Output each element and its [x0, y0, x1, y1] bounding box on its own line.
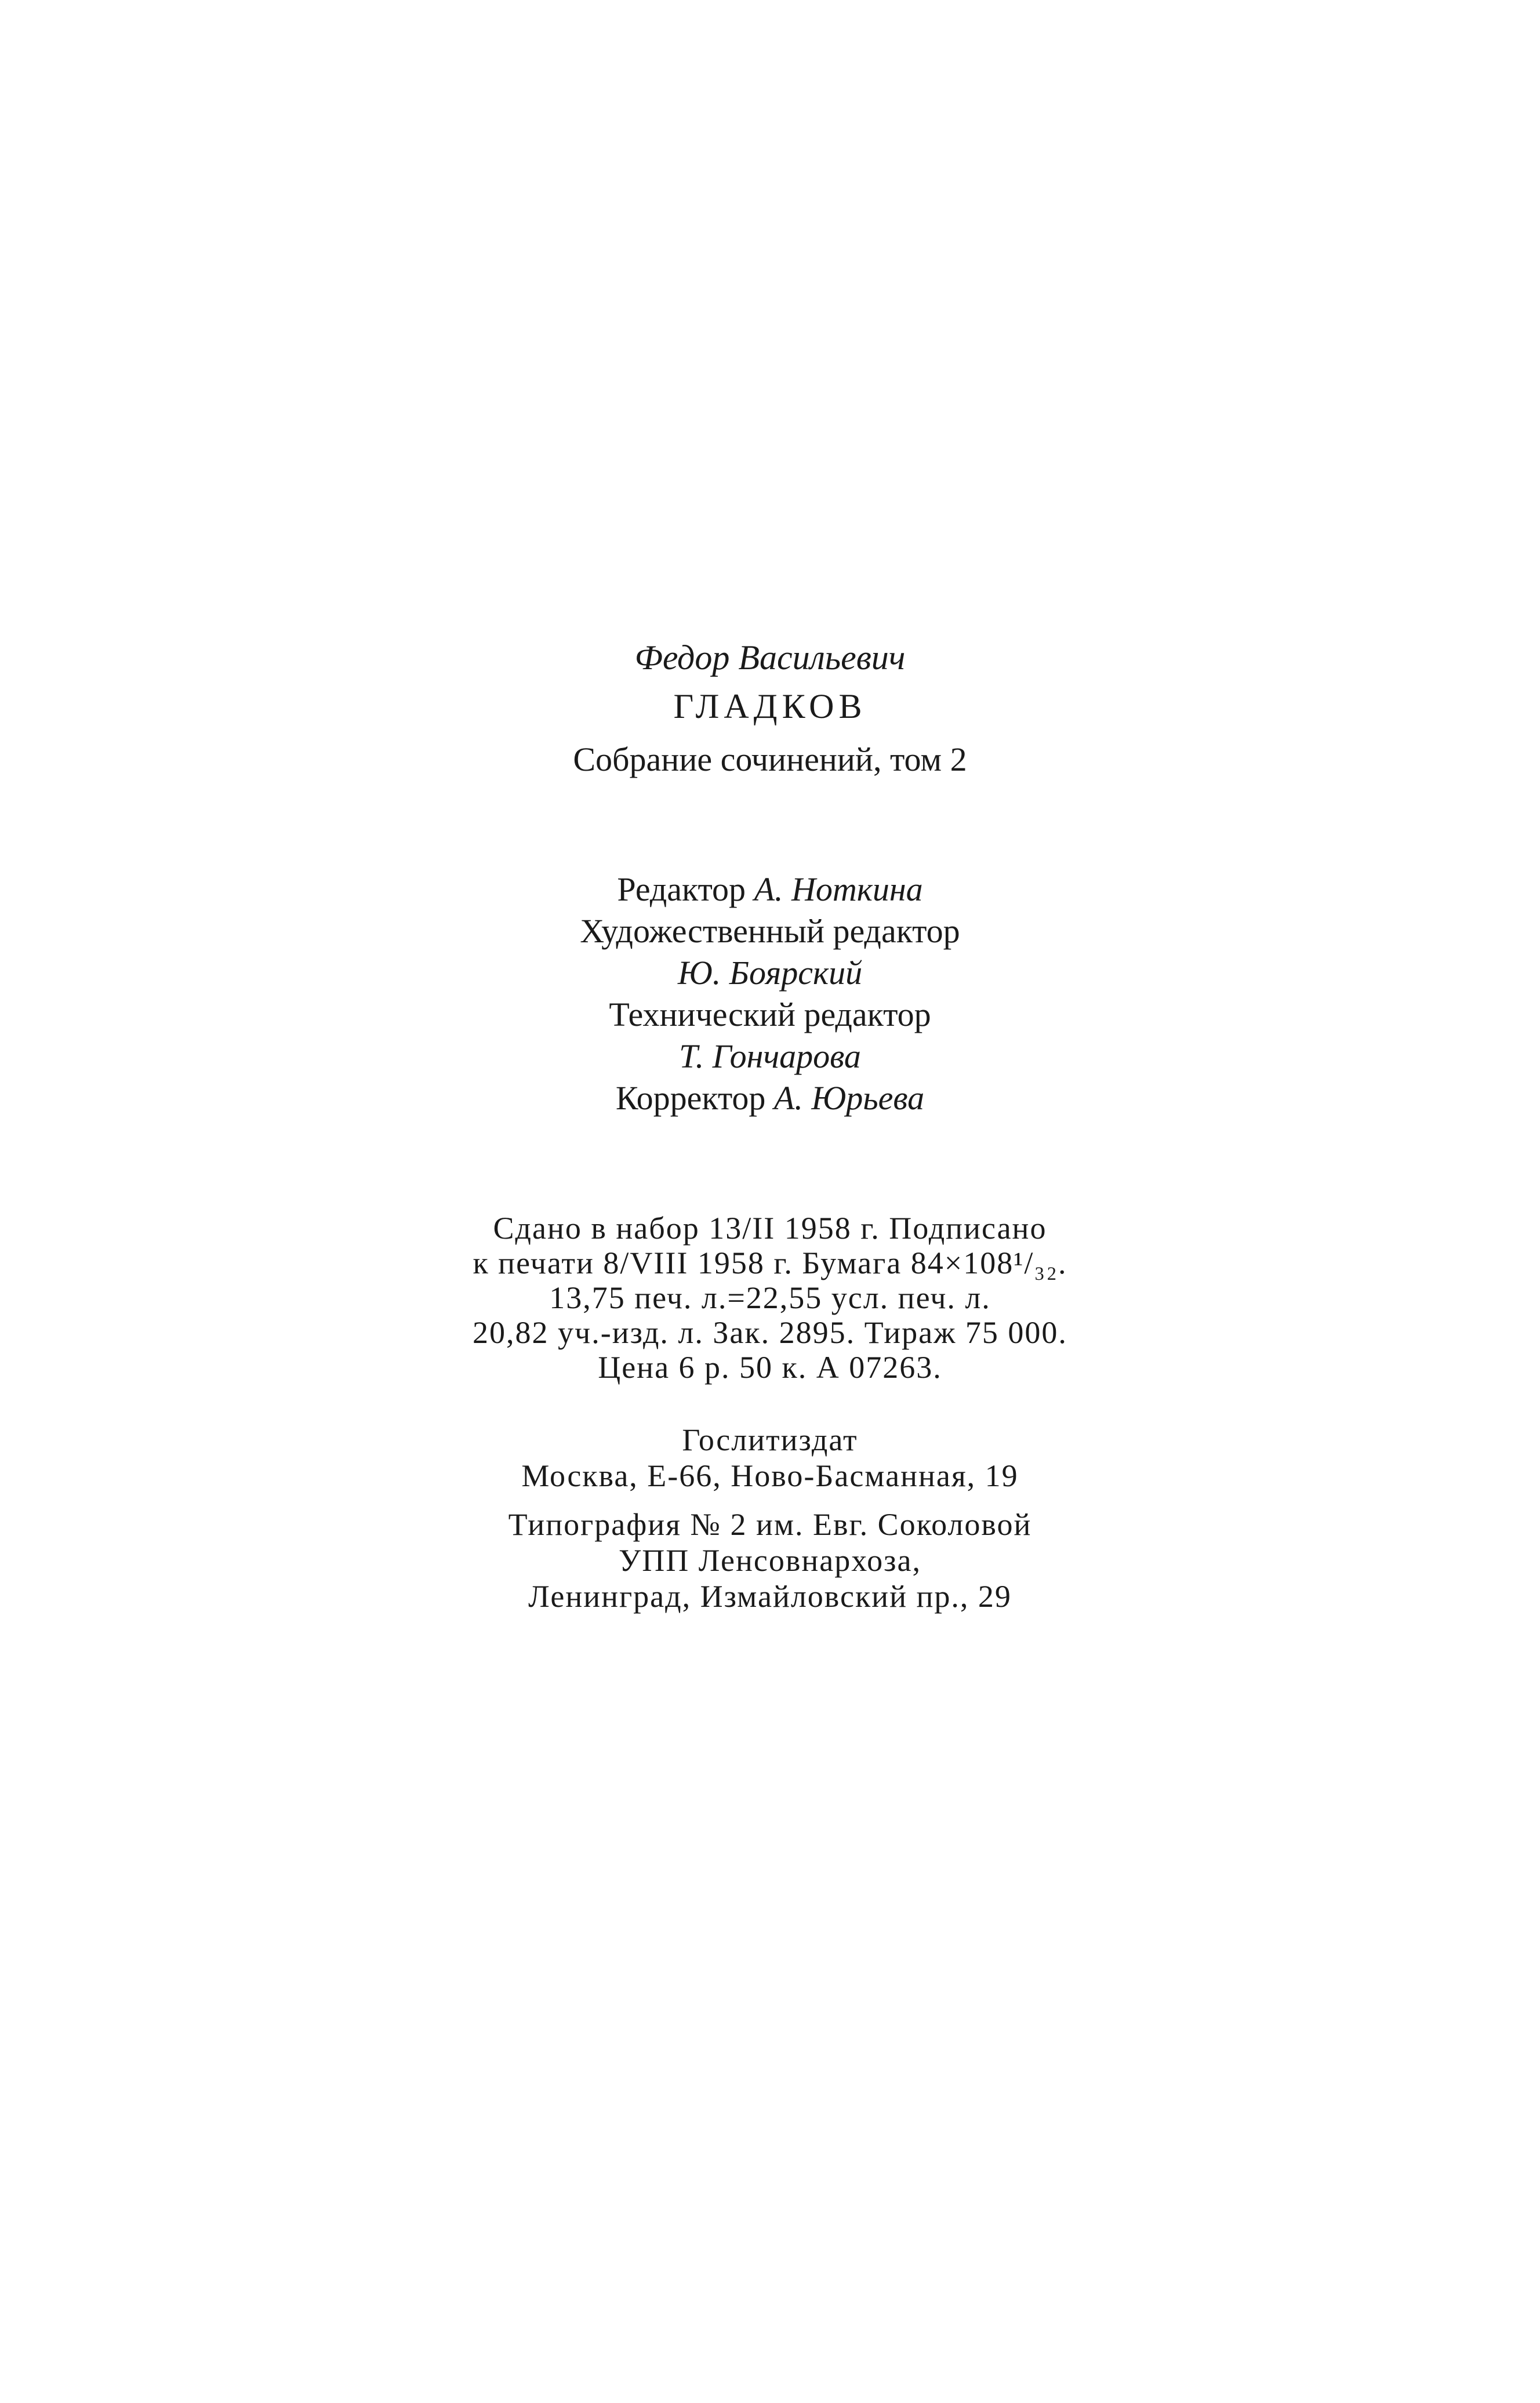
imprint-line: Цена 6 р. 50 к. А 07263. [598, 1350, 942, 1385]
publisher-address: Москва, Е-66, Ново-Басманная, 19 [521, 1458, 1019, 1493]
printer-line: Типография № 2 им. Евг. Соколовой [508, 1507, 1032, 1542]
credit-tech-editor-person: Т. Гончарова [679, 1037, 861, 1075]
imprint-line: к печати 8/VIII 1958 г. Бумага 84×108¹/₃₂. [473, 1246, 1067, 1280]
publisher-name: Гослитиздат [682, 1422, 858, 1457]
imprint-line: 20,82 уч.-изд. л. Зак. 2895. Тираж 75 000. [473, 1315, 1067, 1350]
printer-line: УПП Ленсовнархоза, [619, 1543, 921, 1578]
credit-person: А. Ноткина [754, 870, 923, 908]
publisher-block [0, 1422, 1540, 1494]
credit-role: Корректор [615, 1079, 766, 1117]
title-block [0, 633, 1540, 789]
imprint-line: Сдано в набор 13/II 1958 г. Подписано [493, 1211, 1047, 1246]
credit-editor [0, 869, 1540, 910]
credit-art-editor-role: Художественный редактор [580, 912, 960, 950]
series-title: Собрание сочинений, том 2 [573, 740, 967, 778]
credit-role: Редактор [617, 870, 746, 908]
credit-proofreader [0, 1077, 1540, 1119]
imprint-block [0, 1211, 1540, 1385]
printer-block [0, 1507, 1540, 1614]
author-surname: ГЛАДКОВ [673, 687, 867, 725]
credit-person: А. Юрьева [773, 1079, 925, 1117]
credit-art-editor-person: Ю. Боярский [677, 954, 863, 992]
author-name: Федор Васильевич [634, 638, 906, 677]
printer-line: Ленинград, Измайловский пр., 29 [528, 1579, 1012, 1614]
credits-block [0, 869, 1540, 1119]
credit-tech-editor-role: Технический редактор [609, 996, 931, 1033]
imprint-line: 13,75 печ. л.=22,55 усл. печ. л. [549, 1280, 991, 1315]
